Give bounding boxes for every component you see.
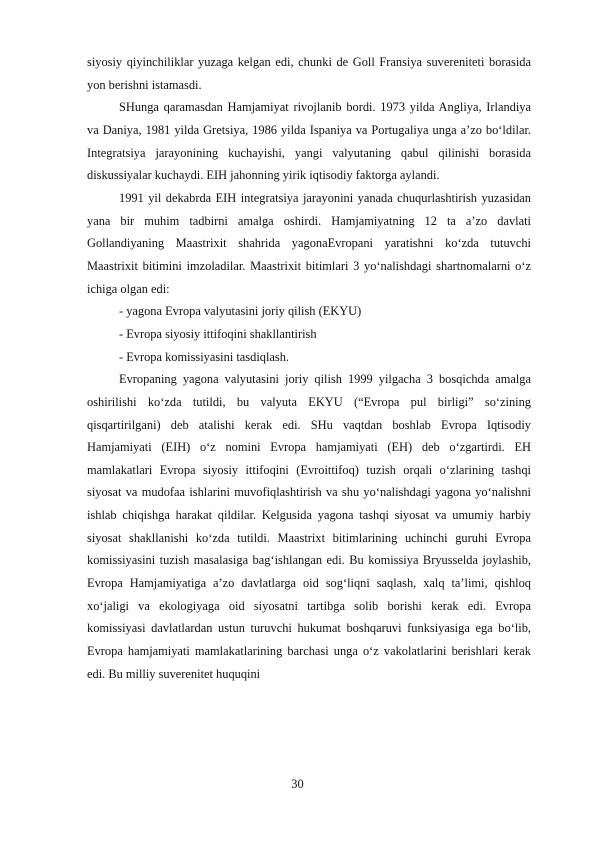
- document-body: [87, 51, 531, 685]
- list-item-currency: - yagona Evropa valyutasini joriy qilish (EKYU): [119, 304, 362, 319]
- paragraph-community-expansion: SHunga qaramasdan Hamjamiyat rivojlanib bordi. 1973 yilda Angliya, Irlandiya va Daniya, 1981 yilda Gretsiya, 1986 yilda Ispaniya va Portugaliya unga a’zo bo‘ldilar. Integratsiya jarayonining kuchayishi, yangi valyutaning qabul qilinishi borasida diskussiyalar kuchaydi. EIH jahonning yirik iqtisodiy faktorga aylandi.: [87, 100, 531, 183]
- paragraph-continuation: siyosiy qiyinchiliklar yuzaga kelgan edi, chunki de Goll Fransiya suvereniteti borasida yon berishni istamasdi.: [87, 55, 531, 92]
- list-item-commission: - Evropa komissiyasini tasdiqlash.: [119, 349, 290, 364]
- list-item-political-union: - Evropa siyosiy ittifoqini shakllantirish: [119, 326, 317, 341]
- page-number: 30: [291, 777, 304, 791]
- paragraph-maastricht-treaty: 1991 yil dekabrda EIH integratsiya jarayonini yanada chuqurlashtirish yuzasidan yana bir muhim tadbirni amalga oshirdi. Hamjamiyatning 12 ta a’zo davlati Gollandiyaning Maastrixit shahrida yagonaEvropani yaratishni ko‘zda tutuvchi Maastrixit bitimini imzoladilar. Maastrixit bitimlari 3 yo‘nalishdagi shartnomalarni o‘z ichiga olgan edi:: [87, 190, 531, 296]
- paragraph-single-currency: Evropaning yagona valyutasini joriy qilish 1999 yilgacha 3 bosqichda amalga oshirilishi ko‘zda tutildi, bu valyuta EKYU (“Evropa pul birligi” so‘zining qisqartirilgani) deb atalishi kerak edi. SHu vaqtdan boshlab Evropa Iqtisodiy Hamjamiyati (EIH) o‘z nomini Evropa hamjamiyati (EH) deb o‘zgartirdi. EH mamlakatlari Evropa siyosiy ittifoqini (Evroittifoq) tuzish orqali o‘zlarining tashqi siyosat va mudofaa ishlarini muvofiqlashtirish va shu yo‘nalishdagi yagona yo‘nalishni ishlab chiqishga harakat qildilar. Kelgusida yagona tashqi siyosat va umumiy harbiy siyosat shakllanishi ko‘zda tutildi. Maastrixt bitimlarining uchinchi guruhi Evropa komissiyasini tuzish masalasiga bag‘ishlangan edi. Bu komissiya Bryusselda joylashib, Evropa Hamjamiyatiga a’zo davlatlarga oid sog‘liqni saqlash, xalq ta’limi, qishloq xo‘jaligi va ekologiyaga oid siyosatni tartibga solib borishi kerak edi. Evropa komissiyasi davlatlardan ustun turuvchi hukumat boshqaruvi funksiyasiga ega bo‘lib, Evropa hamjamiyati mamlakatlarining barchasi unga o‘z vakolatlarini berishlari kerak edi. Bu milliy suverenitet huquqini: [87, 372, 531, 681]
